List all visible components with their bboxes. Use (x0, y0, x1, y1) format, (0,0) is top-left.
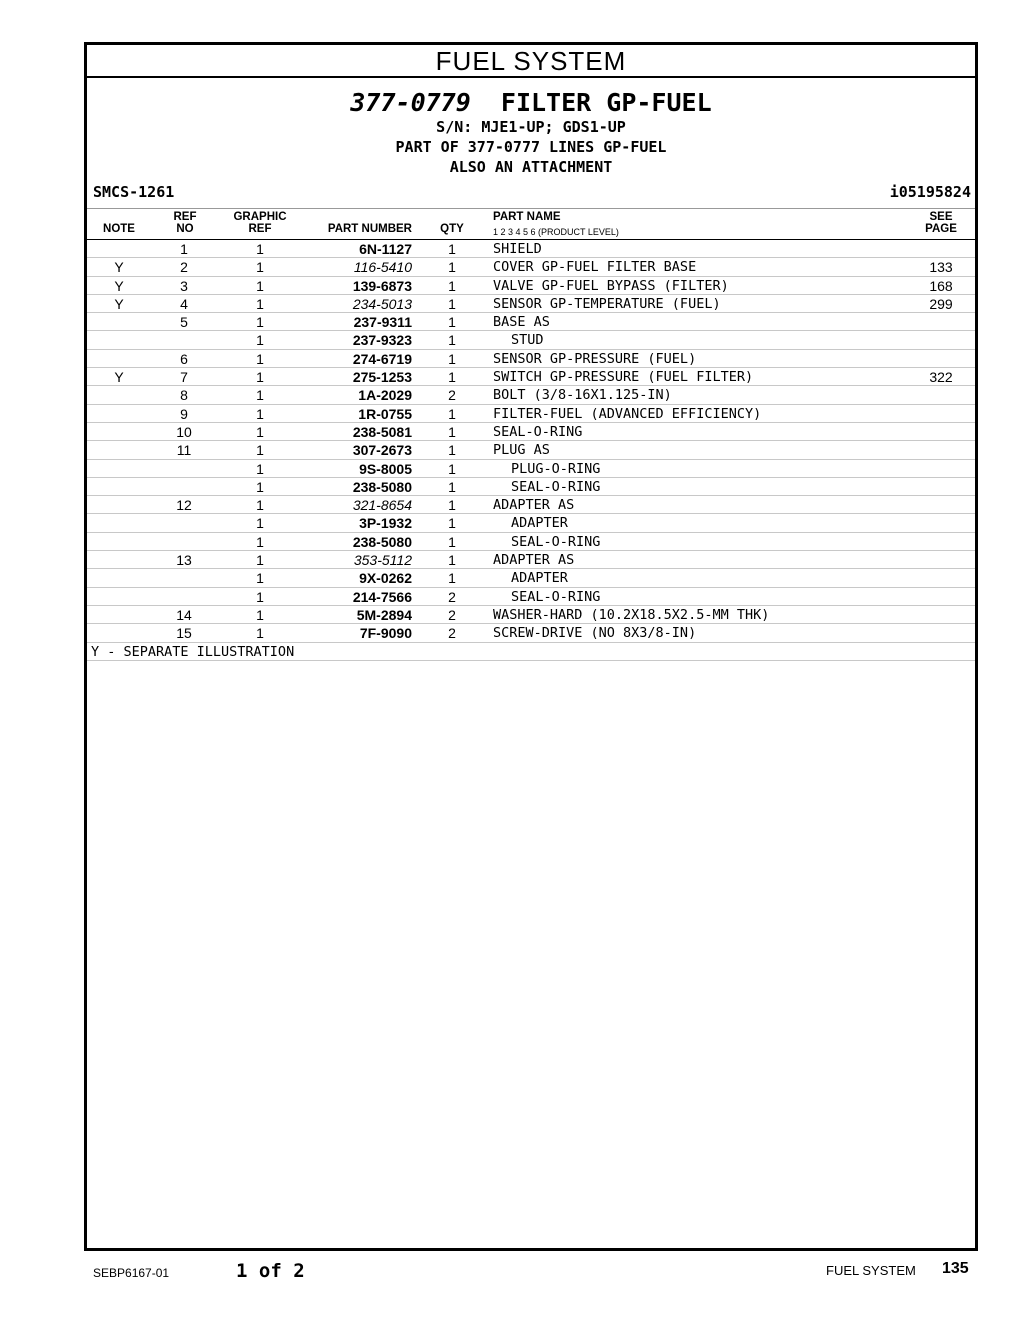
qty-cell: 1 (448, 533, 456, 550)
part-name-cell: SWITCH GP-PRESSURE (FUEL FILTER) (493, 369, 754, 386)
graphic-ref-cell: 1 (256, 497, 264, 514)
part-number-cell: 274-6719 (352, 350, 412, 367)
table-row (87, 478, 975, 496)
table-row (87, 350, 975, 368)
qty-cell: 1 (448, 478, 456, 495)
ref-no-cell: 12 (176, 497, 192, 514)
part-of-line: PART OF 377-0777 LINES GP-FUEL (395, 138, 667, 156)
footnote: Y - SEPARATE ILLUSTRATION (87, 643, 975, 661)
part-number-cell: 321-8654 (352, 497, 412, 514)
note-cell: Y (114, 259, 124, 276)
part-name-cell: PLUG-O-RING (511, 460, 601, 477)
table-row (87, 295, 975, 313)
qty-cell: 1 (448, 497, 456, 514)
table-row (87, 368, 975, 386)
qty-cell: 1 (448, 332, 456, 349)
part-number-cell: 1R-0755 (358, 405, 412, 422)
col-graphic-1: GRAPHIC (233, 211, 287, 223)
attachment-line: ALSO AN ATTACHMENT (449, 158, 613, 176)
ref-no-cell: 1 (180, 241, 188, 257)
ref-no-cell: 10 (176, 423, 192, 440)
see-page-cell: 168 (929, 277, 953, 294)
page-of: 1 of 2 (236, 1260, 305, 1282)
table-row (87, 551, 975, 569)
part-name-cell: SEAL-O-RING (511, 533, 601, 550)
footer-section: FUEL SYSTEM (826, 1263, 916, 1278)
qty-cell: 2 (448, 588, 456, 605)
qty-cell: 1 (448, 350, 456, 367)
part-name-cell: ADAPTER AS (493, 497, 575, 514)
table-row (87, 606, 975, 624)
column-header (87, 209, 975, 240)
part-number-cell: 238-5080 (352, 478, 412, 495)
table-row (87, 386, 975, 404)
ref-no-cell: 8 (180, 387, 188, 404)
col-ref-2: NO (176, 223, 194, 235)
ref-no-cell: 14 (176, 606, 192, 623)
part-number-cell: 238-5080 (352, 533, 412, 550)
ref-no-cell: 2 (180, 259, 188, 276)
part-name-cell: BASE AS (493, 314, 550, 331)
table-row (87, 569, 975, 587)
qty-cell: 1 (448, 241, 456, 257)
part-name-cell: SCREW-DRIVE (NO 8X3/8-IN) (493, 625, 697, 642)
part-number-cell: 238-5081 (352, 423, 412, 440)
part-name-cell: PLUG AS (493, 442, 550, 459)
ref-no-cell: 5 (180, 314, 188, 331)
table-row (87, 313, 975, 331)
graphic-ref-cell: 1 (256, 570, 264, 587)
graphic-ref-cell: 1 (256, 515, 264, 532)
qty-cell: 1 (448, 442, 456, 459)
col-see-1: SEE (929, 211, 953, 223)
see-page-cell: 133 (929, 259, 953, 276)
graphic-ref-cell: 1 (256, 405, 264, 422)
part-name-cell: BOLT (3/8-16X1.125-IN) (493, 387, 672, 404)
ref-no-cell: 13 (176, 552, 192, 569)
part-number-cell: 6N-1127 (359, 241, 412, 257)
part-number-cell: 214-7566 (352, 588, 412, 605)
col-part-number: PART NUMBER (327, 223, 412, 235)
col-see-2: PAGE (925, 223, 957, 235)
graphic-ref-cell: 1 (256, 533, 264, 550)
ref-no-cell: 6 (180, 350, 188, 367)
header-part-name: FILTER GP-FUEL (500, 88, 712, 117)
part-number-cell: 7F-9090 (359, 625, 412, 642)
qty-cell: 2 (448, 387, 456, 404)
part-name-cell: SENSOR GP-PRESSURE (FUEL) (493, 350, 697, 367)
part-name-cell: SEAL-O-RING (511, 588, 601, 605)
table-row (87, 624, 975, 642)
part-name-cell: SEAL-O-RING (493, 423, 583, 440)
qty-cell: 1 (448, 277, 456, 294)
part-number-cell: 3P-1932 (359, 515, 412, 532)
table-row (87, 496, 975, 514)
ref-no-cell: 15 (176, 625, 192, 642)
graphic-ref-cell: 1 (256, 277, 264, 294)
table-row (87, 533, 975, 551)
graphic-ref-cell: 1 (256, 314, 264, 331)
page-number: 135 (942, 1260, 969, 1277)
graphic-ref-cell: 1 (256, 478, 264, 495)
part-number-cell: 139-6873 (352, 277, 412, 294)
serial-numbers: S/N: MJE1-UP; GDS1-UP (436, 118, 626, 136)
table-row (87, 277, 975, 295)
note-cell: Y (114, 277, 124, 294)
qty-cell: 1 (448, 570, 456, 587)
ref-no-cell: 11 (176, 442, 192, 459)
part-number-cell: 275-1253 (352, 369, 412, 386)
qty-cell: 2 (448, 606, 456, 623)
graphic-ref-cell: 1 (256, 295, 264, 312)
part-number-cell: 234-5013 (352, 295, 412, 312)
graphic-ref-cell: 1 (256, 552, 264, 569)
part-name-cell: ADAPTER (511, 570, 568, 587)
col-ref-1: REF (173, 211, 197, 223)
part-name-cell: COVER GP-FUEL FILTER BASE (493, 259, 697, 276)
graphic-ref-cell: 1 (256, 606, 264, 623)
see-page-cell: 299 (929, 295, 953, 312)
part-number-cell: 1A-2029 (358, 387, 412, 404)
qty-cell: 1 (448, 405, 456, 422)
part-name-cell: WASHER-HARD (10.2X18.5X2.5-MM THK) (493, 606, 770, 623)
part-name-cell: ADAPTER (511, 515, 568, 532)
table-row (87, 460, 975, 478)
graphic-ref-cell: 1 (256, 460, 264, 477)
graphic-ref-cell: 1 (256, 442, 264, 459)
note-cell: Y (114, 295, 124, 312)
graphic-ref-cell: 1 (256, 259, 264, 276)
table-row (87, 331, 975, 349)
graphic-ref-cell: 1 (256, 369, 264, 386)
qty-cell: 1 (448, 552, 456, 569)
section-title: FUEL SYSTEM (87, 45, 975, 78)
table-row (87, 240, 975, 258)
graphic-ref-cell: 1 (256, 625, 264, 642)
part-number-cell: 9X-0262 (359, 570, 412, 587)
part-number-cell: 5M-2894 (356, 606, 412, 623)
part-name-cell: SEAL-O-RING (511, 478, 601, 495)
qty-cell: 1 (448, 314, 456, 331)
col-note: NOTE (103, 223, 135, 235)
qty-cell: 1 (448, 423, 456, 440)
part-name-cell: FILTER-FUEL (ADVANCED EFFICIENCY) (493, 405, 762, 422)
part-number-cell: 116-5410 (353, 259, 412, 276)
qty-cell: 1 (448, 515, 456, 532)
ref-no-cell: 9 (180, 405, 188, 422)
graphic-ref-cell: 1 (256, 332, 264, 349)
see-page-cell: 322 (929, 369, 953, 386)
part-number-cell: 307-2673 (352, 442, 412, 459)
illustration-id: i05195824 (889, 183, 971, 201)
table-row (87, 405, 975, 423)
part-name-cell: SHIELD (493, 241, 542, 257)
ref-no-cell: 4 (180, 295, 188, 312)
part-number-cell: 237-9311 (353, 314, 412, 331)
qty-cell: 2 (448, 625, 456, 642)
ref-no-cell: 7 (180, 369, 188, 386)
col-qty: QTY (440, 223, 464, 235)
table-row (87, 514, 975, 532)
qty-cell: 1 (448, 259, 456, 276)
part-name-cell: VALVE GP-FUEL BYPASS (FILTER) (493, 277, 729, 294)
graphic-ref-cell: 1 (256, 350, 264, 367)
part-name-cell: ADAPTER AS (493, 552, 575, 569)
graphic-ref-cell: 1 (256, 423, 264, 440)
table-row (87, 588, 975, 606)
qty-cell: 1 (448, 369, 456, 386)
col-graphic-2: REF (248, 223, 272, 235)
part-number-cell: 353-5112 (353, 552, 412, 569)
part-header (87, 78, 975, 209)
part-name-cell: STUD (511, 332, 544, 349)
table-row (87, 423, 975, 441)
product-levels: 1 2 3 4 5 6 (PRODUCT LEVEL) (493, 227, 619, 237)
graphic-ref-cell: 1 (256, 387, 264, 404)
note-cell: Y (114, 369, 124, 386)
qty-cell: 1 (448, 460, 456, 477)
part-number-cell: 9S-8005 (359, 460, 412, 477)
table-row (87, 258, 975, 276)
smcs-code: SMCS-1261 (93, 183, 175, 201)
part-title (87, 88, 975, 117)
header-part-number: 377-0779 (350, 88, 471, 117)
doc-number: SEBP6167-01 (93, 1266, 170, 1280)
ref-no-cell: 3 (180, 277, 188, 294)
table-row (87, 441, 975, 459)
col-part-name: PART NAME (493, 211, 561, 223)
part-name-cell: SENSOR GP-TEMPERATURE (FUEL) (493, 295, 721, 312)
graphic-ref-cell: 1 (256, 241, 264, 257)
qty-cell: 1 (448, 295, 456, 312)
parts-table-body (87, 240, 975, 643)
parts-page-frame (84, 42, 978, 1251)
part-number-cell: 237-9323 (352, 332, 412, 349)
graphic-ref-cell: 1 (256, 588, 264, 605)
